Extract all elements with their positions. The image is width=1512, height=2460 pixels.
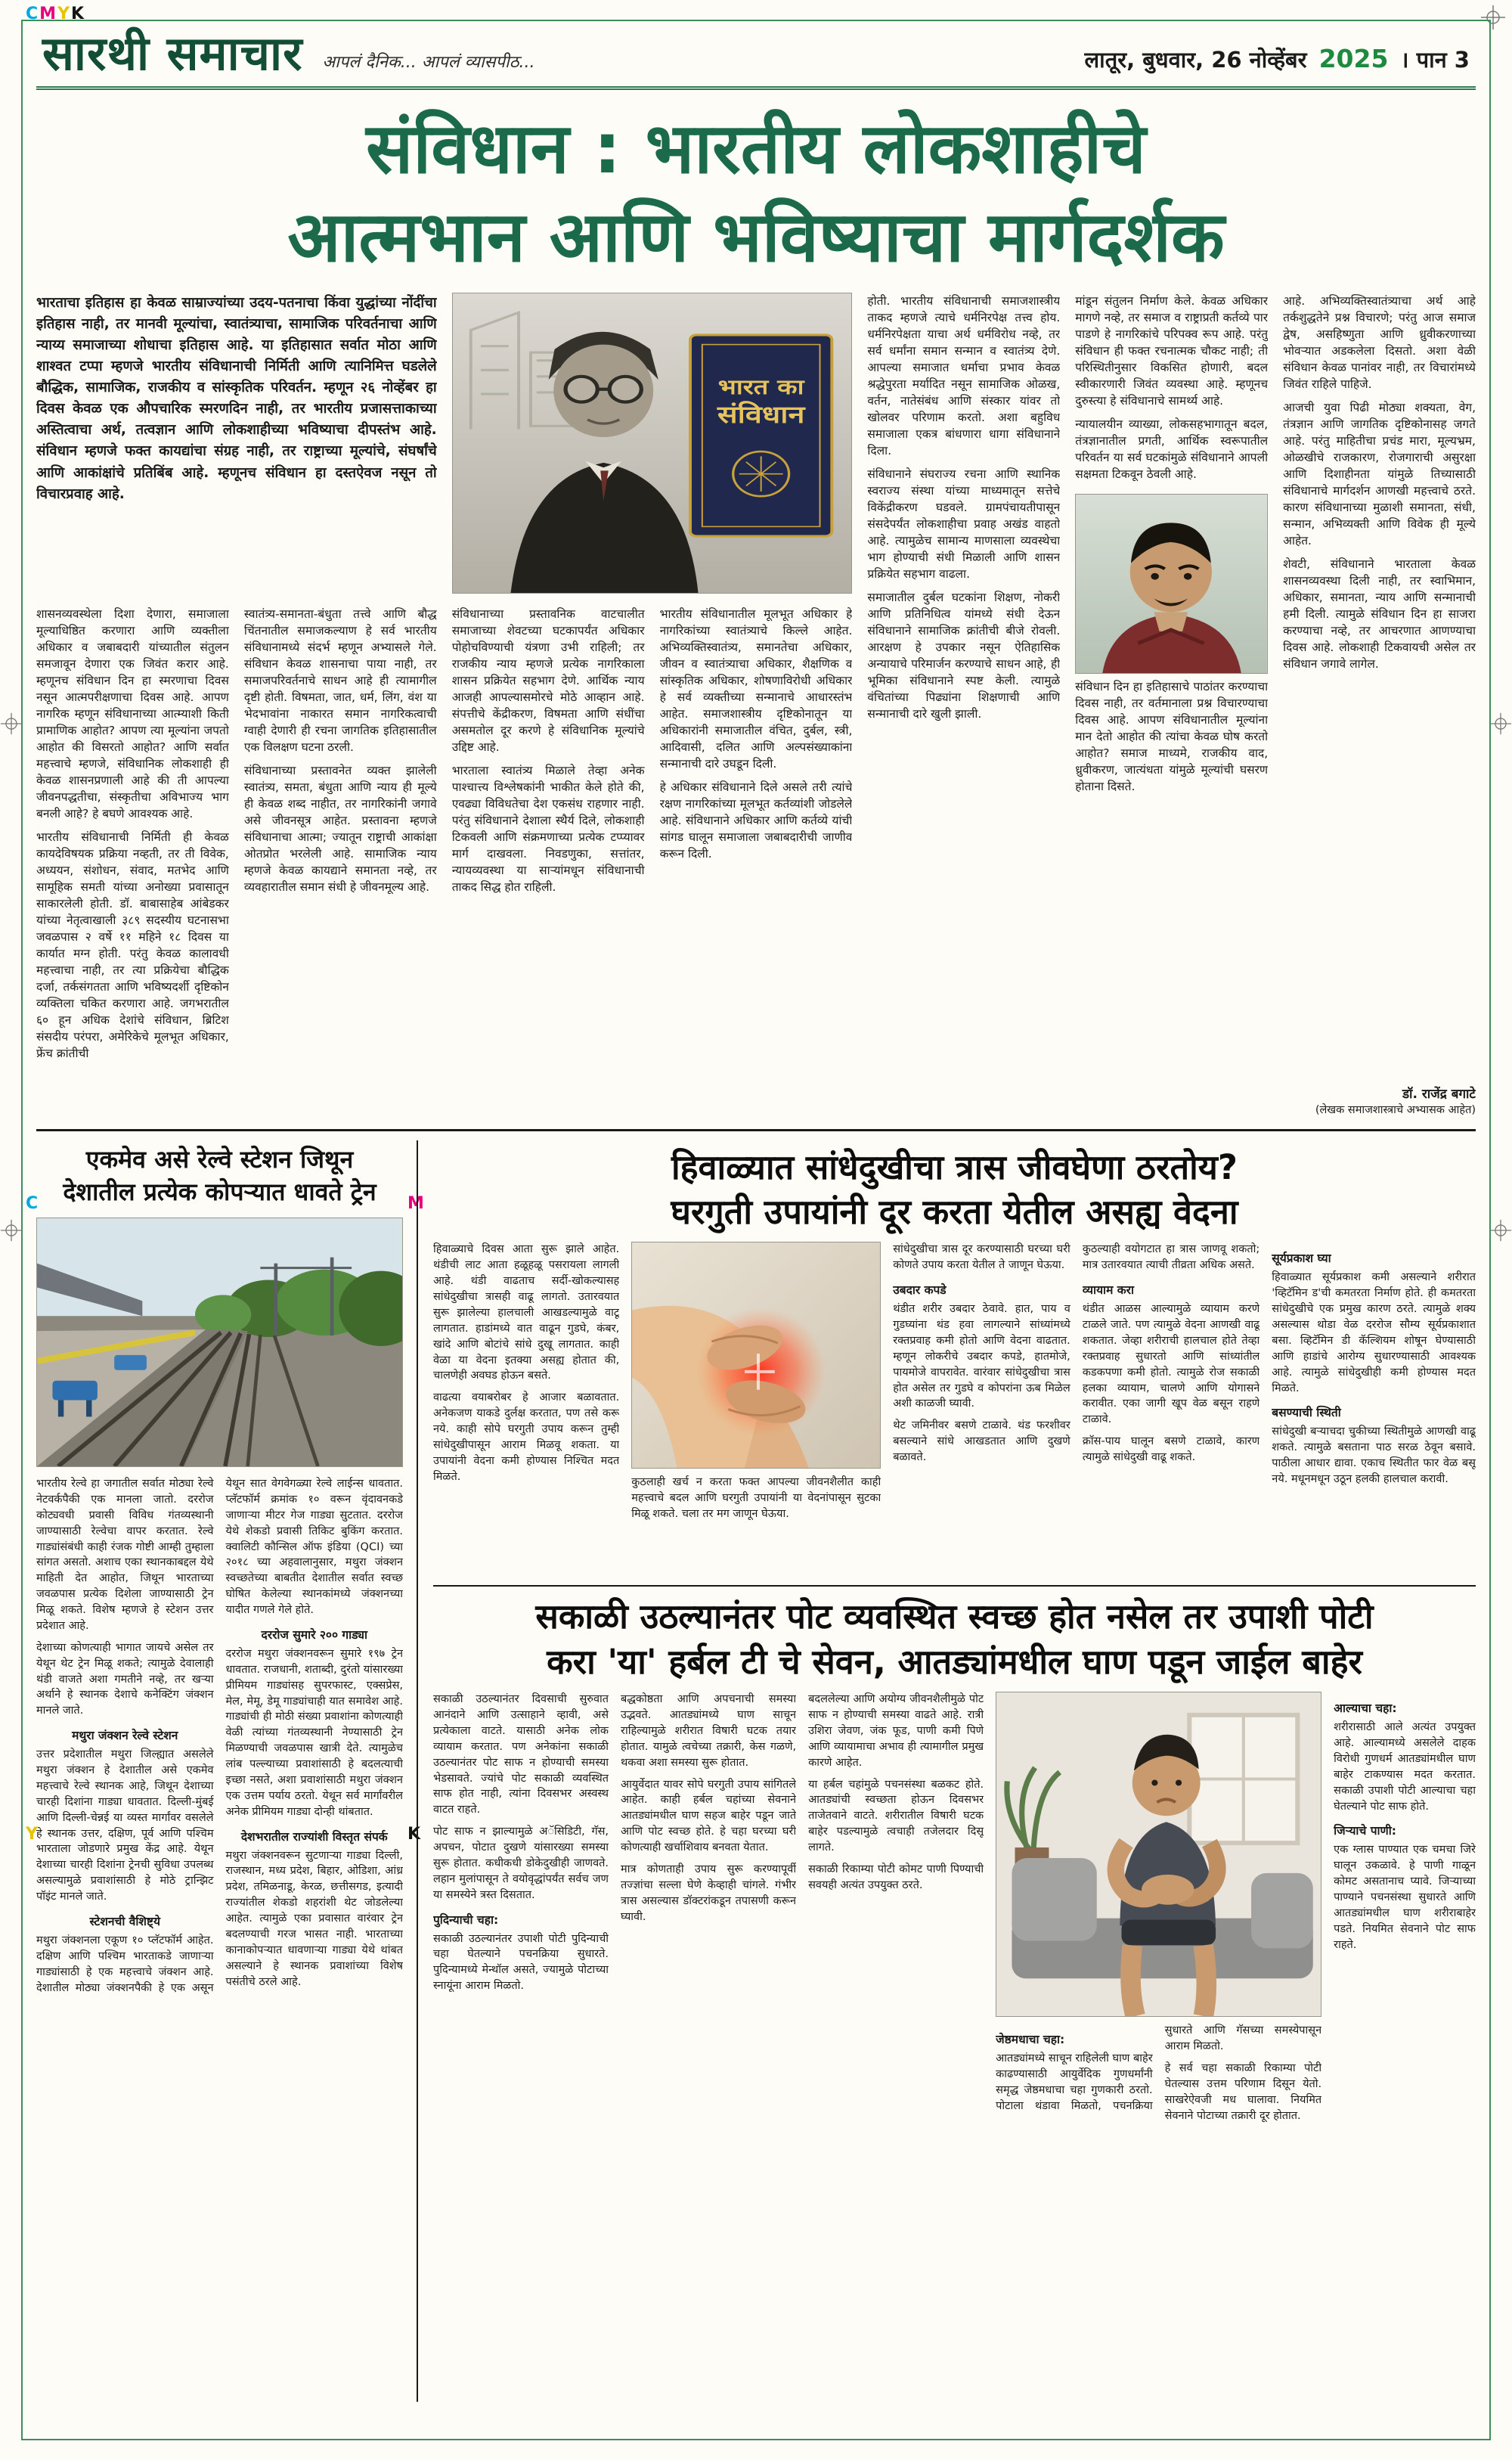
railway-station-photo — [36, 1218, 403, 1467]
cmyk-mark-bottom: C M Y K — [26, 1194, 426, 1844]
lead-intro: भारताचा इतिहास हा केवळ साम्राज्यांच्या उदय-पतनाचा किंवा युद्धांच्या नोंदींचा इतिहास नाही, तर मानवी मूल्यांचा, स्वातंत्र्याचा, सामाजिक परिवर्तनाचा आणि न्याय्य समाजाच्या शोधाचा इतिहास आहे. या इतिहासात सर्वात मोठा आणि शाश्वत टप्पा म्हणजे भारतीय संविधानाची निर्मिती आणि त्यानिमित्त घडलेले बौद्धिक, सामाजिक, राजकीय व सांस्कृतिक परिवर्तन. म्हणून २६ नोव्हेंबर हा दिवस केवळ एक औपचारिक स्मरणदिन नाही, तर भारतीय प्रजासत्ताकाच्या अस्तित्वाचा अर्थ, तत्वज्ञान आणि लोकशाहीच्या भविष्याचा दीपस्तंभ आहे. संविधान म्हणजे फक्त कायद्यांचा संग्रह नाही, तर राष्ट्राच्या मूल्यांचे, संघर्षांचे आणि आकांक्षांचे प्रतिबिंब आहे. म्हणूनच संविधान हा दस्तऐवज नसून तो विचारप्रवाह आहे. — [36, 294, 437, 502]
hands-on-stomach — [1142, 1875, 1194, 1905]
book-title-line1: भारत का — [717, 374, 804, 399]
health-headline: हिवाळ्यात सांधेदुखीचा त्रास जीवघेणा ठरतोय? घरगुती उपायांनी दूर करता येतील असह्य वेदना — [671, 1146, 1238, 1233]
lead-headline-line2: आत्मभान आणि भविष्याचा मार्गदर्शक — [287, 196, 1225, 278]
health-article — [433, 1145, 1476, 1577]
dateline-text: लातूर, बुधवार, 26 नोव्हेंबर — [1084, 47, 1307, 73]
dateline-year: 2025 — [1318, 44, 1389, 73]
railway-photo-art — [36, 1218, 403, 1467]
newspaper-title: सारथी समाचार — [42, 26, 303, 81]
knee-pain-photo — [631, 1242, 881, 1469]
railway-headline: एकमेव असे रेल्वे स्टेशन जिथून देशातील प्रत्येक कोपऱ्यात धावते ट्रेन — [63, 1144, 376, 1206]
herbal-article-body — [433, 1692, 1476, 2393]
lead-column-f: संविधानाच्या प्रस्तावनिक वाटचालीत समाजाच्या शेवटच्या घटकापर्यंत अधिकार पोहोचविण्याची यंत्रणा उभी राहिली; तर राजकीय न्याय म्हणजे प्रत्येक नागरिकाला शासन प्रक्रियेत सहभाग देणे. आर्थिक न्याय आजही आपल्यासमोरचे मोठे आव्हान आहे. संपत्तीचे केंद्रीकरण, विषमता आणि संधींचा असमतोल दूर करणे हे संविधानिक मूल्यांचे उद्दिष्ट आहे. भारताला स्वातंत्र्य मिळाले तेव्हा अनेक पाश्चात्त्य विश्लेषकांनी भाकीत केले होते की, एवढ्या विविधतेचा देश एकसंध राहणार नाही. परंतु संविधानाने देशाला स्थैर्य दिले, लोकशाही टिकवली आणि संक्रमणाच्या प्रत्येक टप्प्यावर मार्ग दाखवला. निवडणुका, सत्तांतर, न्यायव्यवस्था या साऱ्यांमधून संविधानाची ताकद सिद्ध होत राहिली. — [451, 606, 645, 894]
book-title-line2: संविधान — [717, 401, 805, 429]
masthead — [36, 27, 1476, 90]
lead-column-d: शासनव्यवस्थेला दिशा देणारा, समाजाला मूल्याधिष्ठित करणारा आणि व्यक्तीला अधिकार व जबाबदारी यांच्यातील संतुलन समजावून देणारा एक जिवंत करार आहे. म्हणूनच संविधान दिन हा स्मरणाचा दिवस नसून आत्मपरीक्षणाचा दिवस आहे. आपण नागरिक म्हणून संविधानाच्या आत्म्याशी किती प्रामाणिक आहोत? आपण त्या मूल्यांना जपतो आहोत की विसरतो आहोत? आणि सर्वात महत्त्वाचे म्हणजे, संविधानिक लोकशाही ही केवळ शासनप्रणाली आहे की ती आपल्या जीवनपद्धतीचा, संस्कृतीचा अविभाज्य भाग बनली आहे? हे बघणे आवश्यक आहे. भारतीय संविधानाची निर्मिती ही केवळ कायदेविषयक प्रक्रिया नव्हती, तर ती विवेक, अध्ययन, संशोधन, संवाद, मतभेद आणि सामूहिक समती यांच्या अनोख्या प्रवासातून साकारलेली होती. डॉ. बाबासाहेब आंबेडकर यांच्या नेतृत्वाखाली ३८९ सदस्यीय घटनासभा जवळपास २ वर्षे ११ महिने १८ दिवस या कार्यात मग्न होती. परंतु केवळ कालावधी महत्त्वाचा नाही, तर त्या प्रक्रियेचा बौद्धिक दर्जा, तर्कसंगतता आणि भविष्यदर्शी दृष्टिकोन व्यक्तिला चकित करणारा आहे. जगभरातील ६० हून अधिक देशांचे संविधान, ब्रिटिश संसदीय परंपरा, अमेरिकेचे मूलभूत अधिकार, फ्रेंच क्रांतीची — [36, 606, 229, 1060]
herbal-under-photo-text: जेष्ठमधाचा चहा: आतड्यांमध्ये साचून राहिलेली घाण बाहेर काढण्यासाठी आयुर्वेदिक गुणधर्मांनी समृद्ध जेष्ठमधाचा चहा गुणकारी ठरतो. पोटाला थंडावा मिळतो, पचनक्रिया सुधारते आणि गॅसच्या समस्येपासून आराम मिळतो. हे सर्व चहा सकाळी रिकाम्या पोटी घेतल्यास उत्तम परिणाम दिसून येतो. साखरेऐवजी मध घालावा. नियमित सेवनाने पोटाच्या तक्रारी दूर होतात. — [996, 2024, 1322, 2122]
herbal-column-3: बदललेल्या आणि अयोग्य जीवनशैलीमुळे पोट साफ न होण्याची समस्या वाढते आहे. रात्री उशिरा जेवण, जंक फूड, पाणी कमी पिणे आणि व्यायामाचा अभाव ही त्यामागील प्रमुख कारणे आहेत. या हर्बल चहांमुळे पचनसंस्था बळकट होते. आतड्यांची स्वच्छता होऊन दिवसभर ताजेतवाने वाटते. शरीरातील विषारी घटक बाहेर पडल्यामुळे त्वचाही तजेलदार दिसू लागते. सकाळी रिकाम्या पोटी कोमट पाणी पिण्याची सवयही अत्यंत उपयुक्त ठरते. — [808, 1693, 984, 1891]
cmyk-k: K — [71, 5, 86, 23]
lead-column-b — [1075, 293, 1268, 1117]
page-frame — [21, 20, 1491, 2440]
page-number-label: । पान 3 — [1400, 47, 1470, 73]
herbal-column-2: बद्धकोष्ठता आणि अपचनाची समस्या उद्भवते. आतड्यांमध्ये घाण साचून राहिल्यामुळे शरीरात विषारी घटक तयार होतात. यामुळे त्वचेच्या तक्रारी, केस गळणे, थकवा अशा समस्या सुरू होतात. आयुर्वेदात यावर सोपे घरगुती उपाय सांगितले आहेत. काही हर्बल चहांच्या सेवनाने आतड्यांमधील घाण सहज बाहेर पडून जाते आणि पोट स्वच्छ होते. हे चहा घरच्या घरी कोणत्याही खर्चाशिवाय बनवता येतात. मात्र कोणताही उपाय सुरू करण्यापूर्वी तज्ज्ञांचा सल्ला घेणे केव्हाही चांगले. गंभीर त्रास असल्यास डॉक्टरांकडून तपासणी करून घ्यावी. — [621, 1693, 797, 1923]
lead-column-b-bottom: संविधान दिन हा इतिहासाचे पाठांतर करण्याचा दिवस नाही, तर वर्तमानाला प्रश्न विचारण्याचा दिवस आहे. आपण संविधानातील मूल्यांना मान देतो आहोत की त्यांचा केवळ घोष करतो आहोत? समाज माध्यमे, राजकीय वाद, ध्रुवीकरण, जात्यंधता यांमुळे मूल्यांची घसरण होताना दिसते. — [1075, 679, 1269, 793]
health-column-3: सांधेदुखीचा त्रास दूर करण्यासाठी घरच्या घरी कोणते उपाय करता येतील ते जाणून घेऊया. उबदार कपडे थंडीत शरीर उबदार ठेवावे. हात, पाय व गुडघ्यांना थंड हवा लागल्याने सांध्यांमध्ये रक्तप्रवाह कमी होतो आणि वेदना वाढतात. म्हणून लोकरीचे उबदार कपडे, हातमोजे, पायमोजे वापरावेत. वारंवार सांधेदुखीचा त्रास होत असेल तर गुडघे व कोपरांना ऊब मिळेल अशी काळजी घ्यावी. थेट जमिनीवर बसणे टाळावे. थंड फरशीवर बसल्याने सांधे आखडतात आणि दुखणे बळावते. — [893, 1243, 1070, 1464]
health-column-1: हिवाळ्याचे दिवस आता सुरू झाले आहेत. थंडीची लाट आता हळूहळू पसरायला लागली आहे. थंडी वाढताच सर्दी-खोकल्यासह सांधेदुखीचा त्रासही वाढू लागतो. उतारवयात सुरू झालेल्या हालचाली आखडल्यामुळे वाटू लागतात. हाडांमध्ये वात वाढून गुडघे, कंबर, खांदे आणि बोटांचे सांधे दुखू लागतात. काही वेळा या वेदना इतक्या असह्य होतात की, चालणेही अवघड होऊन बसते. वाढत्या वयाबरोबर हे आजार बळावतात. अनेकजण याकडे दुर्लक्ष करतात, पण तसे करू नये. काही सोपे घरगुती उपाय करून तुम्ही सांधेदुखीपासून आराम मिळवू शकता. या उपायांनी वेदना कमी होण्यास निश्चित मदत मिळते. — [433, 1243, 620, 1483]
lead-column-b-top: मांडून संतुलन निर्माण केले. केवळ अधिकार मागणे नव्हे, तर समाज व राष्ट्राप्रती कर्तव्ये पार पाडणे हे नागरिकांचे परिपक्व रूप आहे. परंतु संविधान ही फक्त रचनात्मक चौकट नाही; ती परिस्थितीनुसार विकसित होणारी, बदल स्वीकारणारी जिवंत व्यवस्था आहे. म्हणूनच दुरुस्त्या हे संविधानाचे सामर्थ्य आहे. न्यायालयीन व्याख्या, लोकसहभागातून बदल, तंत्रज्ञानातील प्रगती, आर्थिक स्वरूपातील परिवर्तन या सर्व घटकांमुळे संविधानाने आपली सक्षमता टिकवून ठेवली आहे. — [1075, 293, 1269, 481]
author-photo — [1075, 494, 1268, 674]
bench — [52, 1381, 97, 1401]
masthead-dateline — [1085, 44, 1470, 77]
lead-column-g: भारतीय संविधानातील मूलभूत अधिकार हे नागरिकांच्या स्वातंत्र्याचे किल्ले आहेत. अभिव्यक्तिस्वातंत्र्य, समानतेचा अधिकार, जीवन व स्वातंत्र्याचा अधिकार, शैक्षणिक व सांस्कृतिक अधिकार, शोषणाविरोधी अधिकार हे सर्व व्यक्तीच्या सन्मानाचे आधारस्तंभ आहेत. समाजशास्त्रीय दृष्टिकोनातून या अधिकारांनी समाजातील वंचित, दुर्बल, स्त्री, आदिवासी, दलित आणि अल्पसंख्याकांना सन्मानाची दारे उघडून दिली. हे अधिकार संविधानाने दिले असले तरी त्यांचे रक्षण नागरिकांच्या मूलभूत कर्तव्यांशी जोडलेले आहे. संविधानाने अधिकार आणि कर्तव्ये यांची सांगड घालून समाजाला जबाबदारीची जाणीव करून दिली. — [659, 606, 853, 861]
railway-article — [36, 1140, 418, 2402]
stomach-ache-photo-art — [996, 1692, 1321, 2017]
health-herbal-divider — [433, 1585, 1476, 1587]
health-article-body — [433, 1242, 1476, 1576]
cmyk-y: Y — [57, 5, 71, 23]
author-portrait-art — [1075, 494, 1268, 674]
lead-article — [36, 105, 1476, 1117]
right-sections — [418, 1140, 1476, 2402]
health-column-4: कुठल्याही वयोगटात हा त्रास जाणवू शकतो; मात्र उतारवयात त्याची तीव्रता अधिक असते. व्यायाम करा थंडीत आळस आल्यामुळे व्यायाम करणे टाळले जाते. पण त्यामुळे वेदना आणखी वाढू शकतात. जेव्हा शरीराची हालचाल होते तेव्हा रक्तप्रवाह सुधारतो आणि सांध्यांतील कडकपणा कमी होतो. त्यामुळे रोज सकाळी हलका व्यायाम, चालणे आणि योगासने करावीत. एका जागी खूप वेळ बसून राहणे टाळावे. क्रॉस-पाय घालून बसणे टाळावे, कारण त्यामुळे सांधेदुखी वाढू शकते. — [1082, 1243, 1260, 1464]
shorts — [1122, 1920, 1216, 1946]
health-column-5: सूर्यप्रकाश घ्या हिवाळ्यात सूर्यप्रकाश कमी असल्याने शरीरात 'व्हिटॅमिन ड'ची कमतरता निर्माण होते. ही कमतरता सांधेदुखीचे एक प्रमुख कारण ठरते. त्यामुळे शक्य असल्यास थोडा वेळ दररोज सौम्य सूर्यप्रकाशात बसा. व्हिटॅमिन डी कॅल्शियम शोषून घेण्यासाठी आणि हाडांचे आरोग्य सुधारण्यासाठी आवश्यक आहे. त्यामुळे सांधेदुखीही कमी होण्यास मदत मिळते. बसण्याची स्थिती सांधेदुखी बऱ्याचदा चुकीच्या स्थितीमुळे आणखी वाढू शकते. त्यामुळे बसताना पाठ सरळ ठेवून बसावे. पाठीला आधार द्यावा. एकाच स्थितीत फार वेळ बसू नये. मधूनमधून उठून हलकी हालचाल करावी. — [1272, 1252, 1476, 1486]
lead-column-a: होती. भारतीय संविधानाची समाजशास्त्रीय ताकद म्हणजे त्याचे धर्मनिरपेक्ष तत्त्व होय. धर्मनिरपेक्षता याचा अर्थ धर्मविरोध नव्हे, तर सर्व धर्मांना समान सन्मान व स्वातंत्र्य देणे. आपल्या समाजात धर्माचा प्रभाव केवळ श्रद्धेपुरता मर्यादित नसून सामाजिक ओळख, वर्तन, नातेसंबंध आणि संस्कार यांवर तो खोलवर परिणाम करतो. अशा बहुविध समाजाला एकत्र बांधणारा धागा संविधानाने दिला. संविधानाने संघराज्य रचना आणि स्थानिक स्वराज्य संस्था यांच्या माध्यमातून सत्तेचे विकेंद्रीकरण घडवले. ग्रामपंचायतीपासून संसदेपर्यंत लोकशाहीचा प्रवाह अखंड वाहतो आहे. त्यामुळेच सामान्य माणसाला व्यवस्थेचा भाग होण्याची संधी मिळाली आणि शासन प्रक्रियेत सहभाग वाढला. समाजातील दुर्बल घटकांना शिक्षण, नोकरी आणि प्रतिनिधित्व यांमध्ये संधी देऊन संविधानाने सामाजिक क्रांतीची बीजे रोवली. आरक्षण हे उपकार नसून ऐतिहासिक अन्यायाचे परिमार्जन करण्याचे साधन आहे, ही भूमिका संविधानाने स्पष्ट केली. त्यामुळे वंचितांच्या पिढ्यांना शिक्षणाची आणि सन्मानाची दारे खुली झाली. — [867, 293, 1061, 721]
registration-mark-right-1 — [1489, 711, 1512, 737]
railway-article-body: भारतीय रेल्वे हा जगातील सर्वात मोठ्या रेल्वे नेटवर्कपैकी एक मानला जातो. दररोज कोट्यवधी प्रवासी विविध गंतव्यस्थानी जाण्यासाठी रेल्वेचा वापर करतात. रेल्वे गाड्यांसंबंधी काही रंजक गोष्टी आम्ही तुम्हाला सांगत असतो. अशाच एका स्थानकाबद्दल येथे माहिती देत आहोत, जिथून भारताच्या जवळपास प्रत्येक दिशेला जाण्यासाठी ट्रेन मिळू शकते. विशेष म्हणजे हे स्टेशन उत्तर प्रदेशात आहे. देशाच्या कोणत्याही भागात जायचे असेल तर येथून थेट ट्रेन मिळू शकते; त्यामुळे देवालाही थंडी वाजते अशा गमतीने नव्हे, तर खऱ्या अर्थाने हे स्थानक देशाचे कनेक्टिंग जंक्शन मानले जाते. मथुरा जंक्शन रेल्वे स्टेशन उत्तर प्रदेशातील मथुरा जिल्ह्यात असलेले मथुरा जंक्शन हे देशातील असे एकमेव महत्त्वाचे रेल्वे स्थानक आहे, जिथून देशाच्या चारही दिशांना गाड्या धावतात. दिल्ली-मुंबई आणि दिल्ली-चेन्नई या व्यस्त मार्गांवर वसलेले हे स्थानक उत्तर, दक्षिण, पूर्व आणि पश्चिम भारताला जोडणारे प्रमुख केंद्र आहे. येथून देशाच्या चारही दिशांना ट्रेनची सुविधा उपलब्ध असल्यामुळे प्रवाशांसाठी हे मोठे ट्रान्झिट पॉइंट मानले जाते. स्टेशनची वैशिष्ट्ये मथुरा जंक्शनला एकूण १० प्लॅटफॉर्म आहेत. दक्षिण आणि पश्चिम भारताकडे जाणाऱ्या गाड्यांसाठी हे एक महत्त्वाचे जंक्शन आहे. देशातील मोठ्या जंक्शनपैकी हे एक असून येथून सात वेगवेगळ्या रेल्वे लाईन्स धावतात. प्लॅटफॉर्म क्रमांक १० वरून वृंदावनकडे जाणाऱ्या मीटर गेज गाड्या सुटतात. दररोज येथे शेकडो प्रवासी तिकिट बुकिंग करतात. क्वालिटी कौन्सिल ऑफ इंडिया (QCI) च्या २०१८ च्या अहवालानुसार, मथुरा जंक्शन स्वच्छतेच्या बाबतीत देशातील सर्वात स्वच्छ घोषित केलेल्या स्थानकांमध्ये जंक्शनच्या यादीत गणले गेले होते. दररोज सुमारे २०० गाड्या दररोज मथुरा जंक्शनवरून सुमारे १९७ ट्रेन धावतात. राजधानी, शताब्दी, दुरंतो यांसारख्या प्रीमियम गाड्यांसह सुपरफास्ट, एक्सप्रेस, मेल, मेमू, डेमू गाड्यांचाही यात समावेश आहे. गाड्यांची ही मोठी संख्या प्रवाशांना कोणत्याही वेळी त्यांच्या गंतव्यस्थानी नेण्यासाठी ट्रेन मिळण्याची जवळपास खात्री देते. त्यामुळेच लांब पल्ल्याच्या प्रवाशांसाठी हे बदलत्याची इच्छा नसते, अशा प्रवाशांसाठी मथुरा जंक्शन एक उत्तम पर्याय ठरतो. येथून सर्व मार्गांवरील अनेक प्रीमियम गाड्या दोन्ही थांबतात. देशभरातील राज्यांशी विस्तृत संपर्क मथुरा जंक्शनवरून सुटणाऱ्या गाड्या दिल्ली, राजस्थान, मध्य प्रदेश, बिहार, ओडिशा, आंध्र प्रदेश, तमिळनाडू, केरळ, छत्तीसगड, इत्यादी राज्यांतील शेकडो शहरांशी थेट जोडलेल्या आहेत. त्यामुळे एका प्रवासात वारंवार ट्रेन बदलण्याची गरज भासत नाही. भारताच्या कानाकोपऱ्यात धावणाऱ्या गाड्या येथे थांबत असल्याने हे स्थानक प्रवाशांच्या विशेष पसंतीचे ठरले आहे. — [36, 1478, 403, 1994]
herbal-column-5: आल्याचा चहा: शरीरासाठी आले अत्यंत उपयुक्त आहे. आल्यामध्ये असलेले दाहक विरोधी गुणधर्म आतड्यांमधील घाण बाहेर टाकण्यास मदत करतात. सकाळी उपाशी पोटी आल्याचा चहा घेतल्याने पोट साफ होते. जिऱ्याचे पाणी: एक ग्लास पाण्यात एक चमचा जिरे घालून उकळावे. हे पाणी गाळून कोमट असतानाच प्यावे. जिऱ्याच्या पाण्याने पचनसंस्था सुधारते आणि आतड्यांमधील घाण शरीराबाहेर पडते. नियमित सेवनाने पोट साफ राहते. — [1334, 1702, 1476, 1951]
herbal-headline: सकाळी उठल्यानंतर पोट व्यवस्थित स्वच्छ होत नसेल तर उपाशी पोटी करा 'या' हर्बल टी चे सेवन, आतड्यांमधील घाण पडून जाईल बाहेर — [535, 1596, 1374, 1682]
lead-column-c — [1283, 293, 1476, 1117]
section-divider — [36, 1129, 1476, 1131]
author-name: डॉ. राजेंद्र बगाटे — [1402, 1086, 1476, 1102]
lead-column-c-text: आहे. अभिव्यक्तिस्वातंत्र्याचा अर्थ आहे तर्कशुद्धतेने प्रश्न विचारणे; परंतु आज समाज द्वेष, असहिष्णुता आणि ध्रुवीकरणाच्या भोवऱ्यात अडकलेला दिसतो. अशा वेळी संविधान केवळ पानांवर नाही, तर विचारांमध्ये जिवंत राहिले पाहिजे. आजची युवा पिढी मोठ्या शक्यता, वेग, तंत्रज्ञान आणि जागतिक दृष्टिकोनासह जगते आहे. परंतु माहितीचा प्रचंड मारा, मूल्यभ्रम, ओळखीचे राजकारण, रोजगाराची असुरक्षा आणि दिशाहीनता यांमुळे तिच्यासाठी संविधानाचे मार्गदर्शन आणखी महत्त्वाचे ठरते. कारण संविधानाच्या मुळाशी समानता, संधी, सन्मान, अभिव्यक्ती आणि विवेक ही मूल्ये आहेत. शेवटी, संविधानाने भारताला केवळ शासनव्यवस्था दिली नाही, तर स्वाभिमान, अधिकार, समानता, न्याय आणि सन्मानाची हमी दिली. त्यामुळे संविधान दिन हा साजरा करण्याचा नव्हे, तर आचरणात आणण्याचा दिवस आहे. लोकशाही टिकवायची असेल तर संविधान जगावे लागेल. — [1283, 293, 1476, 671]
ambedkar-constitution-photo — [452, 293, 853, 595]
registration-mark-right-2 — [1489, 1218, 1512, 1243]
stomach-ache-photo — [996, 1692, 1321, 2017]
health-photo-caption-text: कुठलाही खर्च न करता फक्त आपल्या जीवनशैलीत काही महत्त्वाचे बदल आणि घरगुती उपायांनी या वेदनांपासून सुटका मिळू शकते. चला तर मग जाणून घेऊया. — [631, 1476, 881, 1521]
health-photo-block — [631, 1242, 881, 1576]
ambedkar-photo-art — [452, 293, 853, 594]
herbal-photo-block — [996, 1692, 1321, 2393]
herbal-tea-article — [433, 1594, 1476, 2393]
knee-pain-photo-art — [631, 1242, 881, 1469]
masthead-tagline: आपलं दैनिक... आपलं व्यासपीठ... — [322, 53, 535, 72]
bottom-sections — [36, 1140, 1476, 2402]
registration-mark-left-2 — [0, 1218, 23, 1243]
lead-article-body — [36, 293, 1476, 1117]
author-credit — [1283, 1078, 1476, 1117]
lead-column-e: स्वातंत्र्य-समानता-बंधुता तत्त्वे आणि बौद्ध चिंतनातील समाजकल्याण हे सर्व भारतीय संविधानामध्ये संदर्भ म्हणून अभ्यासले गेले. संविधान केवळ शासनाचा पाया नाही, तर समाजपरिवर्तनाचे साधन आहे ही त्यामागील दृष्टी होती. विषमता, जात, धर्म, लिंग, वंश या भेदभावांना नाकारत समान नागरिकत्वाची ग्वाही देणारी ही रचना जागतिक इतिहासातील एक विलक्षण घटना ठरली. संविधानाच्या प्रस्तावनेत व्यक्त झालेली स्वातंत्र्य, समता, बंधुता आणि न्याय ही मूल्ये ही केवळ शब्द नाहीत, तर नागरिकांनी जगावे असे जीवनसूत्र आहेत. प्रस्तावना म्हणजे संविधानाचा आत्मा; ज्यातून राष्ट्राची आकांक्षा ओतप्रोत भरलेली आहे. सामाजिक न्याय म्हणजे केवळ कायद्याने समानता नव्हे, तर व्यवहारातील समान संधी हे जीवनमूल्य आहे. — [243, 606, 437, 894]
cmyk-m: M — [39, 5, 58, 23]
registration-mark-left-1 — [0, 711, 23, 737]
lead-headline-line1: संविधान : भारतीय लोकशाहीचे — [366, 108, 1146, 189]
lead-headline — [51, 105, 1461, 282]
couch-back — [1012, 1858, 1097, 1940]
constitution-book — [690, 335, 832, 536]
herbal-column-1: सकाळी उठल्यानंतर दिवसाची सुरुवात आनंदाने आणि उत्साहाने व्हावी, असे प्रत्येकाला वाटते. यासाठी अनेक लोक व्यायाम करतात. पण अनेकांना सकाळी उठल्यानंतर पोट साफ न होण्याची समस्या भेडसावते. ज्यांचे पोट सकाळी व्यवस्थित साफ होत नाही, त्यांना दिवसभर अस्वस्थ वाटत राहते. पोट साफ न झाल्यामुळे अॅसिडिटी, गॅस, अपचन, पोटात दुखणे यांसारख्या समस्या सुरू होतात. कधीकधी डोकेदुखीही जाणवते. लहान मुलांपासून ते वयोवृद्धांपर्यंत सर्वच जण या समस्येने त्रस्त दिसतात. पुदिन्याची चहा: सकाळी उठल्यानंतर उपाशी पोटी पुदिन्याची चहा घेतल्याने पचनक्रिया सुधारते. पुदिन्यामध्ये मेन्थॉल असते, ज्यामुळे पोटाच्या स्नायूंना आराम मिळतो. — [433, 1693, 609, 1993]
author-note: (लेखक समाजशास्त्राचे अभ्यासक आहेत) — [1315, 1103, 1476, 1116]
cmyk-c: C — [26, 5, 40, 23]
